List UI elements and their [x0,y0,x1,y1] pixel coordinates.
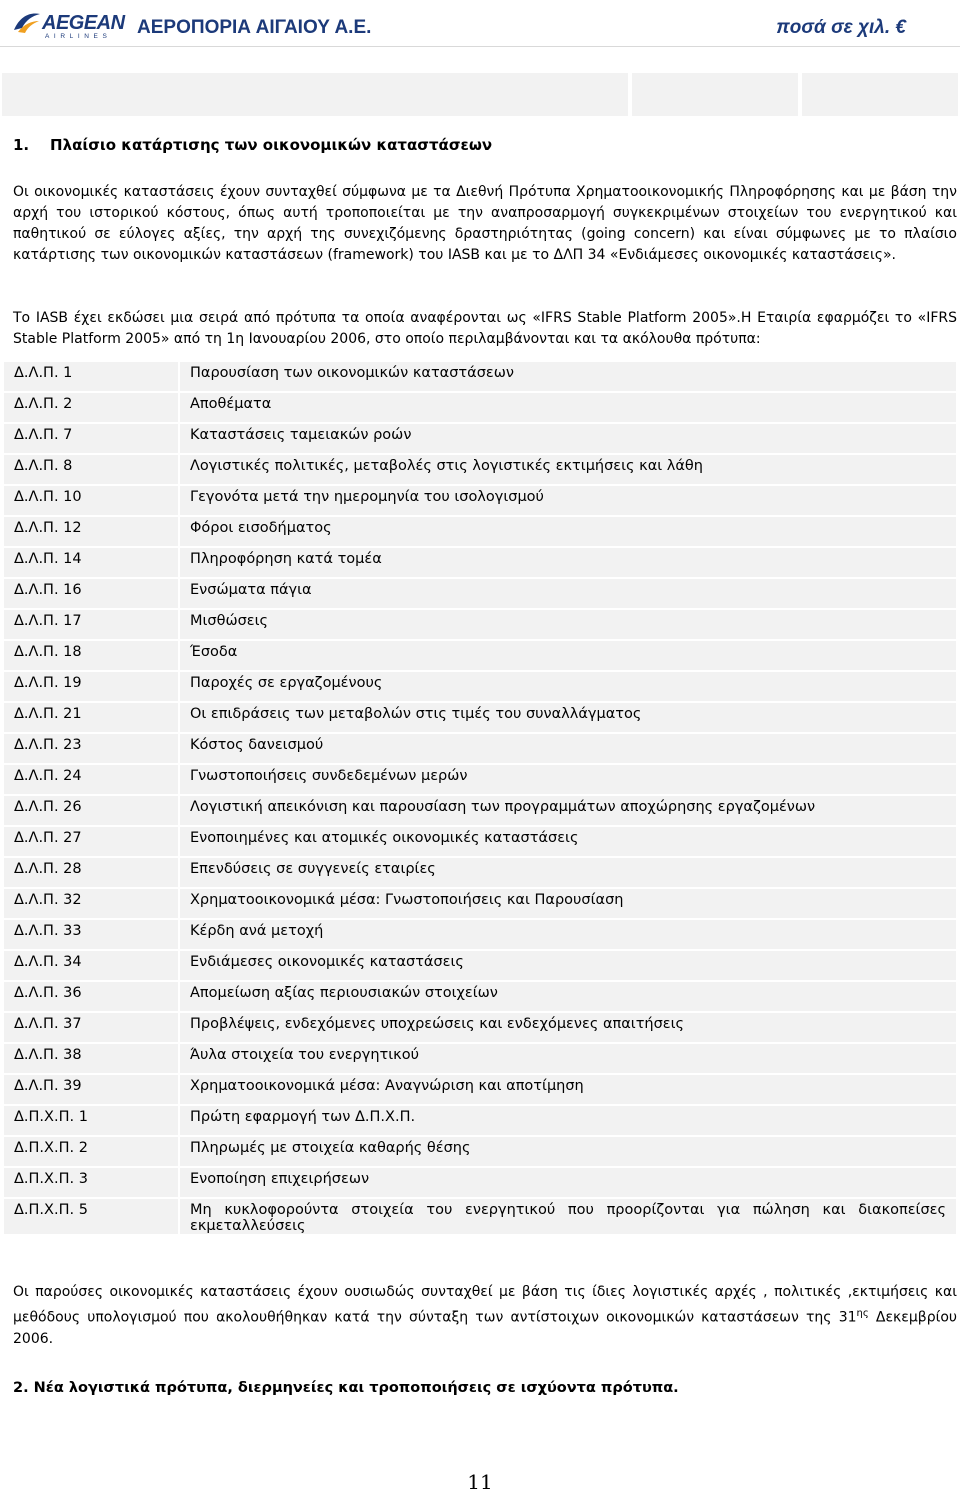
standard-name: Λογιστική απεικόνιση και παρουσίαση των προγραμμάτων αποχώρησης εργαζομένων [180,796,956,825]
standard-row [4,548,956,577]
standard-name: Ενοποιημένες και ατομικές οικονομικές καταστάσεις [180,827,956,856]
standard-name: Απομείωση αξίας περιουσιακών στοιχείων [180,982,956,1011]
standard-name: Αποθέματα [180,393,956,422]
standard-row [4,765,956,794]
paragraph-consistency [13,1282,957,1350]
standard-name: Κέρδη ανά μετοχή [180,920,956,949]
standard-row [4,486,956,515]
standard-code: Δ.Λ.Π. 26 [4,796,178,825]
standard-row [4,1168,956,1197]
standard-code: Δ.Λ.Π. 17 [4,610,178,639]
standard-row [4,827,956,856]
page-number: 11 [467,1470,493,1494]
standard-code: Δ.Λ.Π. 38 [4,1044,178,1073]
standard-row [4,1044,956,1073]
standard-name: Προβλέψεις, ενδεχόμενες υποχρεώσεις και ενδεχόμενες απαιτήσεις [180,1013,956,1042]
standard-row [4,455,956,484]
standard-name: Ενδιάμεσες οικονομικές καταστάσεις [180,951,956,980]
standard-name: Φόροι εισοδήματος [180,517,956,546]
standard-name: Πρώτη εφαρμογή των Δ.Π.Χ.Π. [180,1106,956,1135]
standard-row [4,1199,956,1234]
standard-row [4,858,956,887]
standard-name: Γνωστοποιήσεις συνδεδεμένων μερών [180,765,956,794]
standard-code: Δ.Λ.Π. 8 [4,455,178,484]
standard-row [4,517,956,546]
standard-row [4,1013,956,1042]
standard-name: Λογιστικές πολιτικές, μεταβολές στις λογιστικές εκτιμήσεις και λάθη [180,455,956,484]
standard-code: Δ.Π.Χ.Π. 2 [4,1137,178,1166]
standard-name: Ενοποίηση επιχειρήσεων [180,1168,956,1197]
page-header [0,0,960,120]
standard-name: Παρουσίαση των οικονομικών καταστάσεων [180,362,956,391]
bird-icon [12,10,42,36]
standard-code: Δ.Λ.Π. 14 [4,548,178,577]
standard-code: Δ.Λ.Π. 24 [4,765,178,794]
paragraph-framework: Οι οικονομικές καταστάσεις έχουν συνταχθεί σύμφωνα με τα Διεθνή Πρότυπα Χρηματοοικονομικής Πληροφόρησης και με βάση την αρχή του ιστορικού κόστους, όπως αυτή τροποποιείται με την αναπροσαρμογή συγκεκριμένων στοιχείων του ενεργητικού και παθητικού σε εύλογες αξίες, την αρχή της συνεχιζόμενης δραστηριότητας (going concern) και είναι σύμφωνες με το πλαίσιο κατάρτισης των οικονομικών καταστάσεων (framework) του IASB και με το ΔΛΠ 34 «Ενδιάμεσες οικονομικές καταστάσεις». [13,184,957,263]
standard-row [4,424,956,453]
header-shade-right [802,73,958,116]
standard-code: Δ.Π.Χ.Π. 3 [4,1168,178,1197]
standard-code: Δ.Λ.Π. 36 [4,982,178,1011]
standard-row [4,982,956,1011]
standard-row [4,889,956,918]
header-shade-left [2,73,628,116]
standard-row [4,393,956,422]
section-1-title: Πλαίσιο κατάρτισης των οικονομικών καταστάσεων [50,136,493,154]
standard-code: Δ.Λ.Π. 2 [4,393,178,422]
standard-name: Χρηματοοικονομικά μέσα: Αναγνώριση και αποτίμηση [180,1075,956,1104]
standard-code: Δ.Λ.Π. 21 [4,703,178,732]
standard-row [4,1075,956,1104]
standard-code: Δ.Λ.Π. 33 [4,920,178,949]
standard-row [4,579,956,608]
standards-table [2,360,958,1236]
standard-row [4,796,956,825]
standard-code: Δ.Λ.Π. 34 [4,951,178,980]
paragraph-consistency-end: Δεκεμβρίου 2006. [13,1309,957,1347]
standard-code: Δ.Λ.Π. 10 [4,486,178,515]
standard-code: Δ.Λ.Π. 18 [4,641,178,670]
standard-row [4,734,956,763]
standard-row [4,703,956,732]
standard-name: Παροχές σε εργαζομένους [180,672,956,701]
standard-name: Γεγονότα μετά την ημερομηνία του ισολογισμού [180,486,956,515]
standard-row [4,920,956,949]
standard-code: Δ.Π.Χ.Π. 5 [4,1199,178,1234]
standard-code: Δ.Λ.Π. 39 [4,1075,178,1104]
section-1-heading [13,136,492,154]
standard-name: Χρηματοοικονομικά μέσα: Γνωστοποιήσεις και Παρουσίαση [180,889,956,918]
standard-name: Άυλα στοιχεία του ενεργητικού [180,1044,956,1073]
standard-name: Πληροφόρηση κατά τομέα [180,548,956,577]
logo-text: AEGEAN [42,12,125,34]
standard-row [4,641,956,670]
standard-name: Οι επιδράσεις των μεταβολών στις τιμές του συναλλάγματος [180,703,956,732]
standard-code: Δ.Π.Χ.Π. 1 [4,1106,178,1135]
standard-row [4,951,956,980]
standard-name: Καταστάσεις ταμειακών ροών [180,424,956,453]
header-divider [0,46,960,47]
standard-name: Μη κυκλοφορούντα στοιχεία του ενεργητικού που προορίζονται για πώληση και διακοπείσες εκμεταλλεύσεις [180,1199,956,1234]
standard-row [4,610,956,639]
standard-code: Δ.Λ.Π. 27 [4,827,178,856]
header-shade-middle [632,73,798,116]
standard-name: Κόστος δανεισμού [180,734,956,763]
standard-name: Έσοδα [180,641,956,670]
standard-row [4,672,956,701]
standard-code: Δ.Λ.Π. 32 [4,889,178,918]
standard-row [4,1137,956,1166]
standard-code: Δ.Λ.Π. 16 [4,579,178,608]
standard-code: Δ.Λ.Π. 37 [4,1013,178,1042]
standard-code: Δ.Λ.Π. 28 [4,858,178,887]
company-name: ΑΕΡΟΠΟΡΙΑ ΑΙΓΑΙΟΥ Α.Ε. [137,17,372,38]
standard-code: Δ.Λ.Π. 23 [4,734,178,763]
section-1-number: 1. [13,136,30,154]
standard-row [4,362,956,391]
amounts-note: ποσά σε χιλ. € [776,17,906,38]
section-2-heading: 2. Νέα λογιστικά πρότυπα, διερμηνείες και τροποποιήσεις σε ισχύοντα πρότυπα. [13,1380,679,1396]
standard-code: Δ.Λ.Π. 19 [4,672,178,701]
standard-row [4,1106,956,1135]
paragraph-consistency-text: Οι παρούσες οικονομικές καταστάσεις έχουν ουσιωδώς συνταχθεί με βάση τις ίδιες λογιστικές αρχές , πολιτικές ,εκτιμήσεις και μεθόδους υπολογισμού που ακολουθήθηκαν κατά την σύνταξη των αντίστοιχων οικονομικών καταστάσεων της 31 [13,1284,957,1326]
standard-name: Ενσώματα πάγια [180,579,956,608]
standard-code: Δ.Λ.Π. 7 [4,424,178,453]
standard-code: Δ.Λ.Π. 12 [4,517,178,546]
aegean-logo [12,8,124,44]
standard-name: Μισθώσεις [180,610,956,639]
logo-subtext: AIRLINES [45,33,112,40]
standard-name: Επενδύσεις σε συγγενείς εταιρίες [180,858,956,887]
paragraph-ifrs-platform: Το IASB έχει εκδώσει μια σειρά από πρότυπα τα οποία αναφέρονται ως «IFRS Stable Platform 2005».Η Εταιρία εφαρμόζει το «IFRS Stable Platform 2005» από τη 1η Ιανουαρίου 2006, στο οποίο περιλαμβάνονται και τα ακόλουθα πρότυπα: [13,310,957,347]
ordinal-suffix: ης [856,1308,869,1319]
standard-code: Δ.Λ.Π. 1 [4,362,178,391]
standard-name: Πληρωμές με στοιχεία καθαρής θέσης [180,1137,956,1166]
